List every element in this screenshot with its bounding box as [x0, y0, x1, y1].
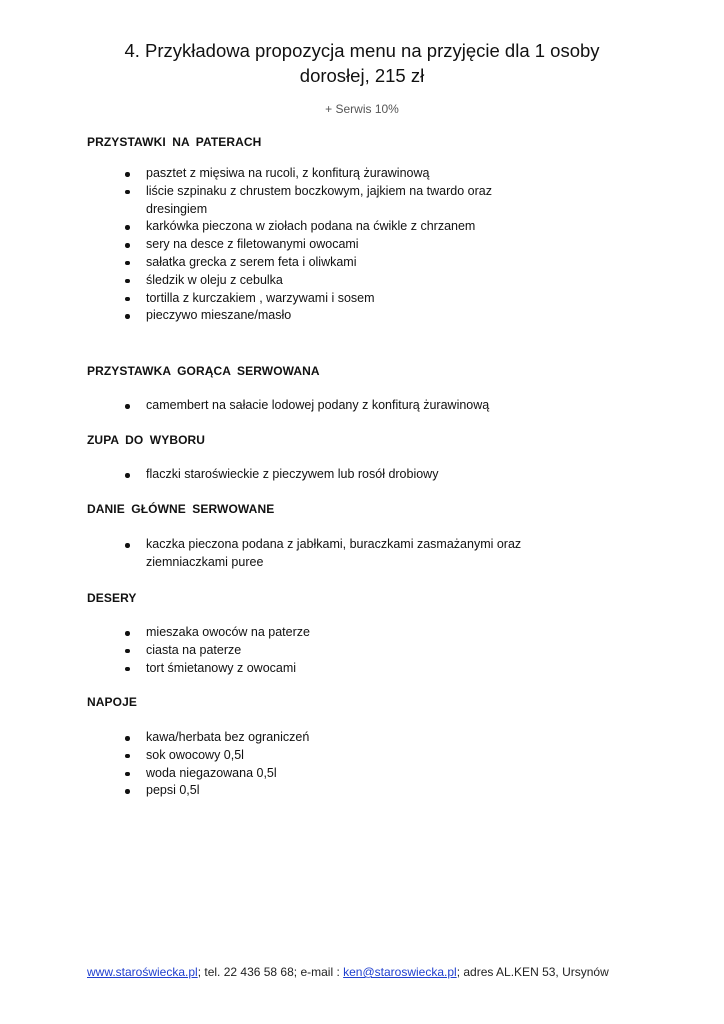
- list-item: pepsi 0,5l: [120, 782, 520, 800]
- section-desserts: [87, 590, 644, 606]
- section-heading: DESERY: [87, 591, 137, 605]
- document-title: [60, 38, 664, 88]
- service-charge-note: [0, 102, 724, 116]
- section-hot-starter: [87, 363, 644, 379]
- list-item: kaczka pieczona podana z jabłkami, buraczkami zasmażanymi oraz ziemniaczkami puree: [120, 536, 530, 572]
- page-footer: [87, 965, 609, 979]
- section-heading: ZUPA DO WYBORU: [87, 433, 206, 447]
- list-item: mieszaka owoców na paterze: [120, 624, 520, 642]
- list-item: pasztet z mięsiwa na rucoli, z konfiturą żurawinową: [120, 165, 530, 183]
- main-course-list: [120, 536, 530, 572]
- section-heading: PRZYSTAWKA GORĄCA SERWOWANA: [87, 364, 320, 378]
- section-main-course: [87, 501, 644, 517]
- list-item: tort śmietanowy z owocami: [120, 660, 520, 678]
- list-item: pieczywo mieszane/masło: [120, 307, 530, 325]
- list-item: liście szpinaku z chrustem boczkowym, jajkiem na twardo oraz dresingiem: [120, 183, 530, 219]
- cold-starters-list: [120, 165, 530, 325]
- footer-address-text: ; adres AL.KEN 53, Ursynów: [456, 965, 609, 979]
- section-heading: PRZYSTAWKI NA PATERACH: [87, 135, 262, 149]
- list-item: woda niegazowana 0,5l: [120, 765, 520, 783]
- list-item: tortilla z kurczakiem , warzywami i sosem: [120, 290, 530, 308]
- list-item: sok owocowy 0,5l: [120, 747, 520, 765]
- service-charge-text: + Serwis 10%: [325, 102, 399, 116]
- list-item: kawa/herbata bez ograniczeń: [120, 729, 520, 747]
- title-line-1: 4. Przykładowa propozycja menu na przyjęcie dla 1 osoby: [124, 40, 600, 61]
- list-item: ciasta na paterze: [120, 642, 520, 660]
- list-item: sery na desce z filetowanymi owocami: [120, 236, 530, 254]
- section-soup: [87, 432, 644, 448]
- desserts-list: [120, 624, 520, 677]
- list-item: karkówka pieczona w ziołach podana na ćwikle z chrzanem: [120, 218, 530, 236]
- soup-list: [120, 466, 560, 484]
- hot-starter-list: [120, 397, 560, 415]
- section-heading: DANIE GŁÓWNE SERWOWANE: [87, 502, 275, 516]
- title-line-2: dorosłej, 215 zł: [299, 65, 425, 86]
- section-cold-starters: [87, 134, 644, 150]
- website-link[interactable]: www.staroświecka.pl: [87, 965, 198, 979]
- list-item: sałatka grecka z serem feta i oliwkami: [120, 254, 530, 272]
- footer-phone-text: ; tel. 22 436 58 68; e-mail :: [197, 965, 344, 979]
- list-item: flaczki staroświeckie z pieczywem lub rosół drobiowy: [120, 466, 560, 484]
- list-item: śledzik w oleju z cebulka: [120, 272, 530, 290]
- list-item: camembert na sałacie lodowej podany z konfiturą żurawinową: [120, 397, 560, 415]
- drinks-list: [120, 729, 520, 800]
- email-link[interactable]: ken@staroswiecka.pl: [343, 965, 457, 979]
- section-heading: NAPOJE: [87, 695, 137, 709]
- section-drinks: [87, 694, 644, 710]
